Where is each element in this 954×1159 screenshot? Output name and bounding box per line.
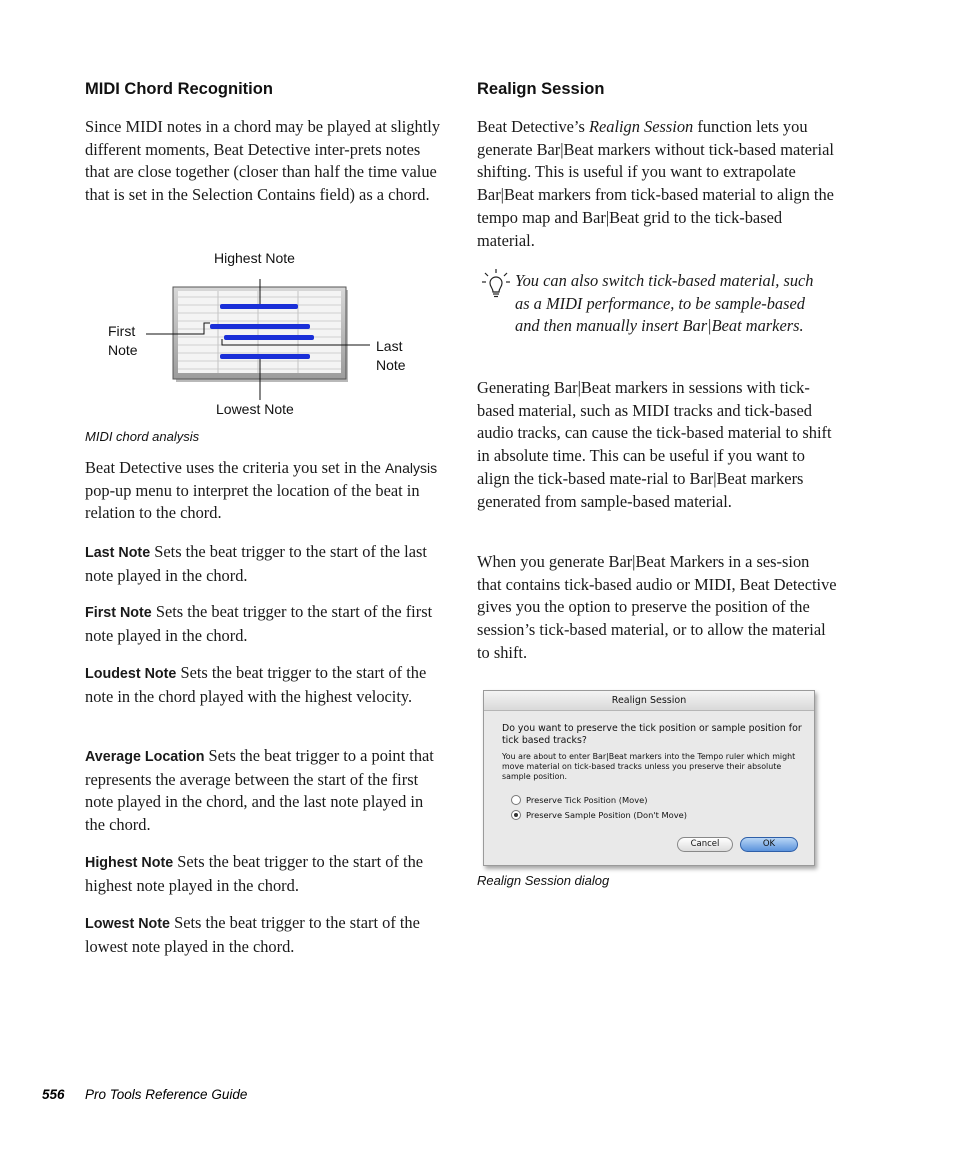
note-bar-last bbox=[224, 335, 314, 340]
note-bar-highest bbox=[220, 304, 298, 309]
note-bar-first bbox=[210, 324, 310, 329]
label-first-note-2: Note bbox=[108, 342, 138, 358]
realign-intro-text-1: Beat Detective’s bbox=[477, 117, 585, 136]
dialog-title: Realign Session bbox=[484, 691, 814, 711]
ok-button[interactable]: OK bbox=[740, 837, 798, 852]
radio-label: Preserve Sample Position (Don't Move) bbox=[526, 810, 687, 820]
label-first-note-1: First bbox=[108, 323, 136, 339]
lightbulb-icon bbox=[480, 268, 512, 300]
option-term: Highest Note bbox=[85, 855, 174, 871]
option-lowest-note bbox=[85, 912, 447, 958]
midi-chord-figure bbox=[100, 248, 430, 423]
criteria-text-1: Beat Detective uses the criteria you set in the bbox=[85, 458, 381, 477]
section-heading-midi-chord: MIDI Chord Recognition bbox=[85, 80, 273, 98]
realign-session-term: Realign Session bbox=[588, 117, 694, 136]
radio-preserve-tick-position[interactable] bbox=[511, 795, 647, 805]
option-term: Average Location bbox=[85, 749, 205, 765]
option-first-note bbox=[85, 601, 447, 647]
label-highest-note: Highest Note bbox=[214, 250, 295, 266]
footer-title: Pro Tools Reference Guide bbox=[85, 1087, 248, 1102]
section-heading-realign-session: Realign Session bbox=[477, 80, 605, 98]
label-last-note-2: Note bbox=[376, 357, 406, 373]
realign-paragraph-2: Generating Bar|Beat markers in sessions with tick-based material, such as MIDI tracks and tick-based audio tracks, can cause the tick-based material to shift in absolute time. This can be useful if you want to align the tick-based mate-rial to Bar|Beat markers generated from sample-based material. bbox=[477, 378, 832, 511]
option-term: First Note bbox=[85, 605, 152, 621]
dialog-question: Do you want to preserve the tick position or sample position for tick based tracks? bbox=[502, 723, 802, 746]
option-last-note bbox=[85, 541, 447, 587]
tip-text: You can also switch tick-based material, such as a MIDI performance, to be sample-based and then manually insert Bar|Beat markers. bbox=[515, 271, 814, 336]
option-desc: Sets the beat trigger to the start of the last note played in the chord. bbox=[85, 542, 427, 585]
option-desc: Sets the beat trigger to the start of the lowest note played in the chord. bbox=[85, 913, 420, 956]
option-loudest-note bbox=[85, 662, 447, 708]
option-desc: Sets the beat trigger to the start of the highest note played in the chord. bbox=[85, 852, 424, 895]
figure-caption-midi: MIDI chord analysis bbox=[85, 429, 200, 444]
dialog-info: You are about to enter Bar|Beat markers into the Tempo ruler which might move material on tick-based tracks unless you preserve their absolute sample position. bbox=[502, 752, 796, 781]
radio-button[interactable] bbox=[511, 795, 521, 805]
option-desc: Sets the beat trigger to the start of the note in the chord played with the highest velocity. bbox=[85, 663, 427, 706]
option-desc: Sets the beat trigger to a point that represents the average between the start of the first note played in the chord, and the last note played in the chord. bbox=[85, 746, 434, 835]
criteria-paragraph bbox=[85, 457, 447, 525]
option-term: Lowest Note bbox=[85, 916, 170, 932]
page-number: 556 bbox=[42, 1087, 65, 1102]
option-term: Loudest Note bbox=[85, 666, 177, 682]
option-highest-note bbox=[85, 851, 447, 897]
realign-intro-text-2: function lets you generate Bar|Beat markers without tick-based material shifting. This is useful if you want to extrapolate Bar|Beat markers from tick-based material to align the tempo map and Bar|Beat grid to the tick-based material. bbox=[477, 117, 834, 250]
tip-block bbox=[477, 268, 837, 363]
criteria-text-2: pop-up menu to interpret the location of the beat in relation to the chord. bbox=[85, 480, 420, 523]
radio-preserve-sample-position[interactable] bbox=[511, 810, 687, 820]
realign-paragraph-3: When you generate Bar|Beat Markers in a ses-sion that contains tick-based audio or MIDI, Beat Detective gives you the option to preserve the position of the session’s tick-based material, or to allow the material to shift. bbox=[477, 552, 837, 662]
note-bar-lowest bbox=[220, 354, 310, 359]
option-term: Last Note bbox=[85, 545, 151, 561]
label-last-note-1: Last bbox=[376, 338, 403, 354]
figure-caption-dialog: Realign Session dialog bbox=[477, 873, 610, 888]
realign-intro-paragraph bbox=[477, 116, 837, 252]
intro-paragraph: Since MIDI notes in a chord may be played at slightly different moments, Beat Detective inter-prets notes that are close together (closer than half the time value that is set in the Selection Contains field) as a chord. bbox=[85, 117, 441, 205]
radio-button-selected[interactable] bbox=[511, 810, 521, 820]
cancel-button[interactable]: Cancel bbox=[677, 837, 733, 852]
radio-label: Preserve Tick Position (Move) bbox=[526, 795, 648, 805]
label-lowest-note: Lowest Note bbox=[216, 401, 294, 417]
option-average-location bbox=[85, 745, 447, 837]
analysis-menu-name: Analysis bbox=[384, 460, 438, 476]
realign-session-dialog bbox=[483, 690, 815, 866]
option-desc: Sets the beat trigger to the start of the first note played in the chord. bbox=[85, 602, 433, 645]
midi-chord-diagram bbox=[100, 270, 430, 420]
